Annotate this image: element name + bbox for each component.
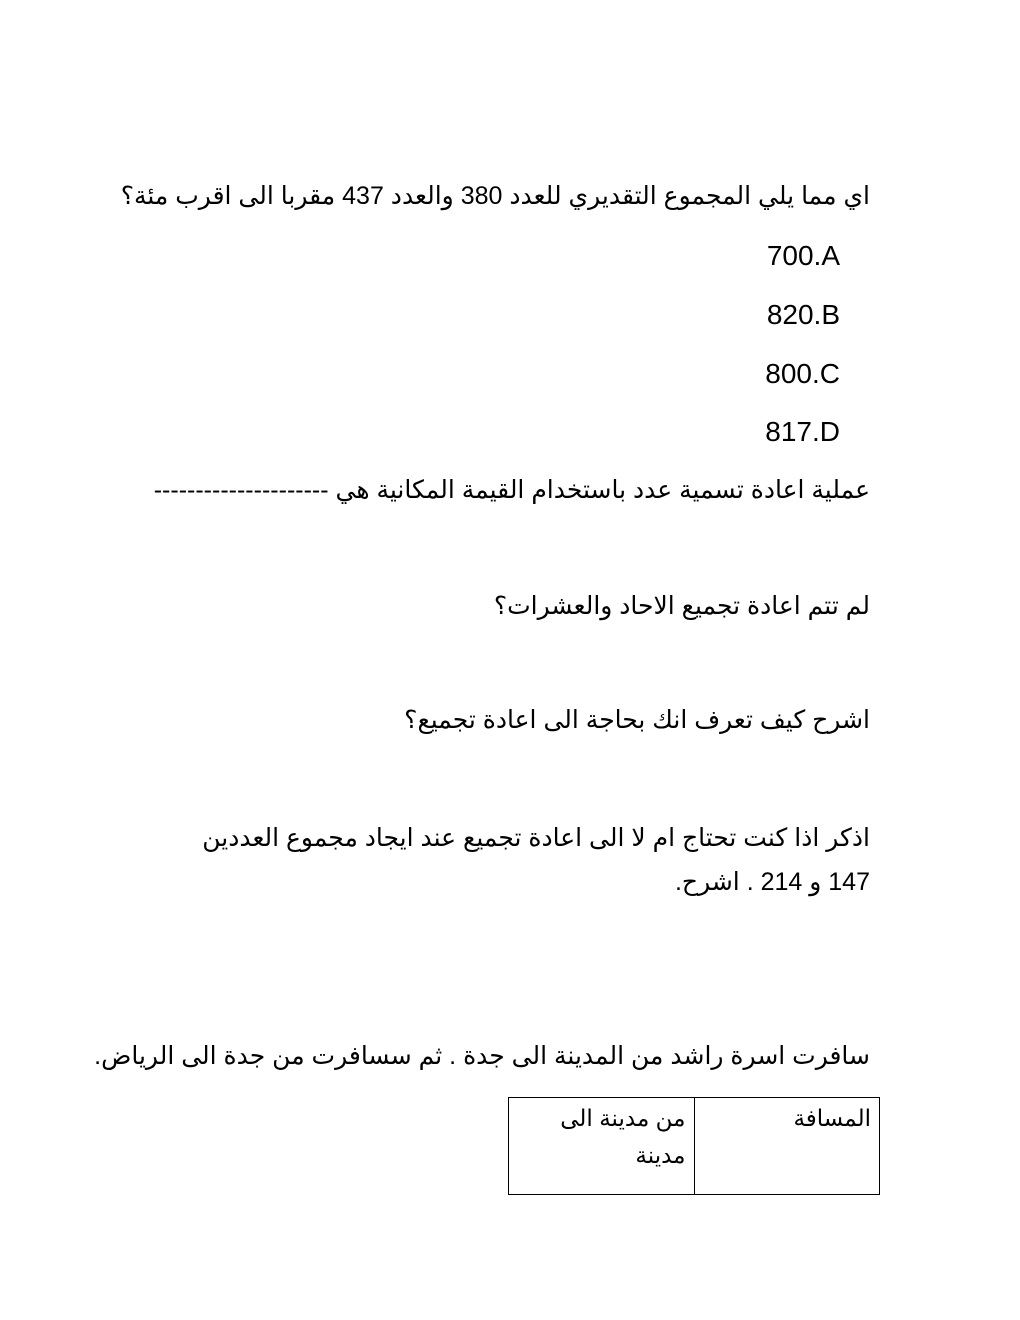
table-header-distance: المسافة xyxy=(694,1098,880,1195)
option-a: 700.A xyxy=(766,240,840,271)
question-3-text: لم تتم اعادة تجميع الاحاد والعشرات؟ xyxy=(493,592,870,620)
table-row xyxy=(509,1098,880,1195)
option-c: 800.C xyxy=(765,358,840,389)
option-b: 820.B xyxy=(766,299,840,330)
question-1-text: اي مما يلي المجموع التقديري للعدد 380 والعدد 437 مقربا الى اقرب مئة؟ xyxy=(120,182,870,210)
distance-table xyxy=(508,1097,880,1195)
question-5-text: اذكر اذا كنت تحتاج ام لا الى اعادة تجميع عند ايجاد مجموع العددين 147 و 214 . اشرح. xyxy=(202,824,870,896)
question-4-text: اشرح كيف تعرف انك بحاجة الى اعادة تجميع؟ xyxy=(404,706,870,734)
option-d: 817.D xyxy=(765,416,840,447)
table-header-from-city-to-city: من مدينة الى مدينة xyxy=(509,1098,695,1195)
question-6-text: سافرت اسرة راشد من المدينة الى جدة . ثم سسافرت من جدة الى الرياض. xyxy=(94,1042,870,1070)
question-2-text: عملية اعادة تسمية عدد باستخدام القيمة المكانية هي --------------------- xyxy=(153,476,870,504)
